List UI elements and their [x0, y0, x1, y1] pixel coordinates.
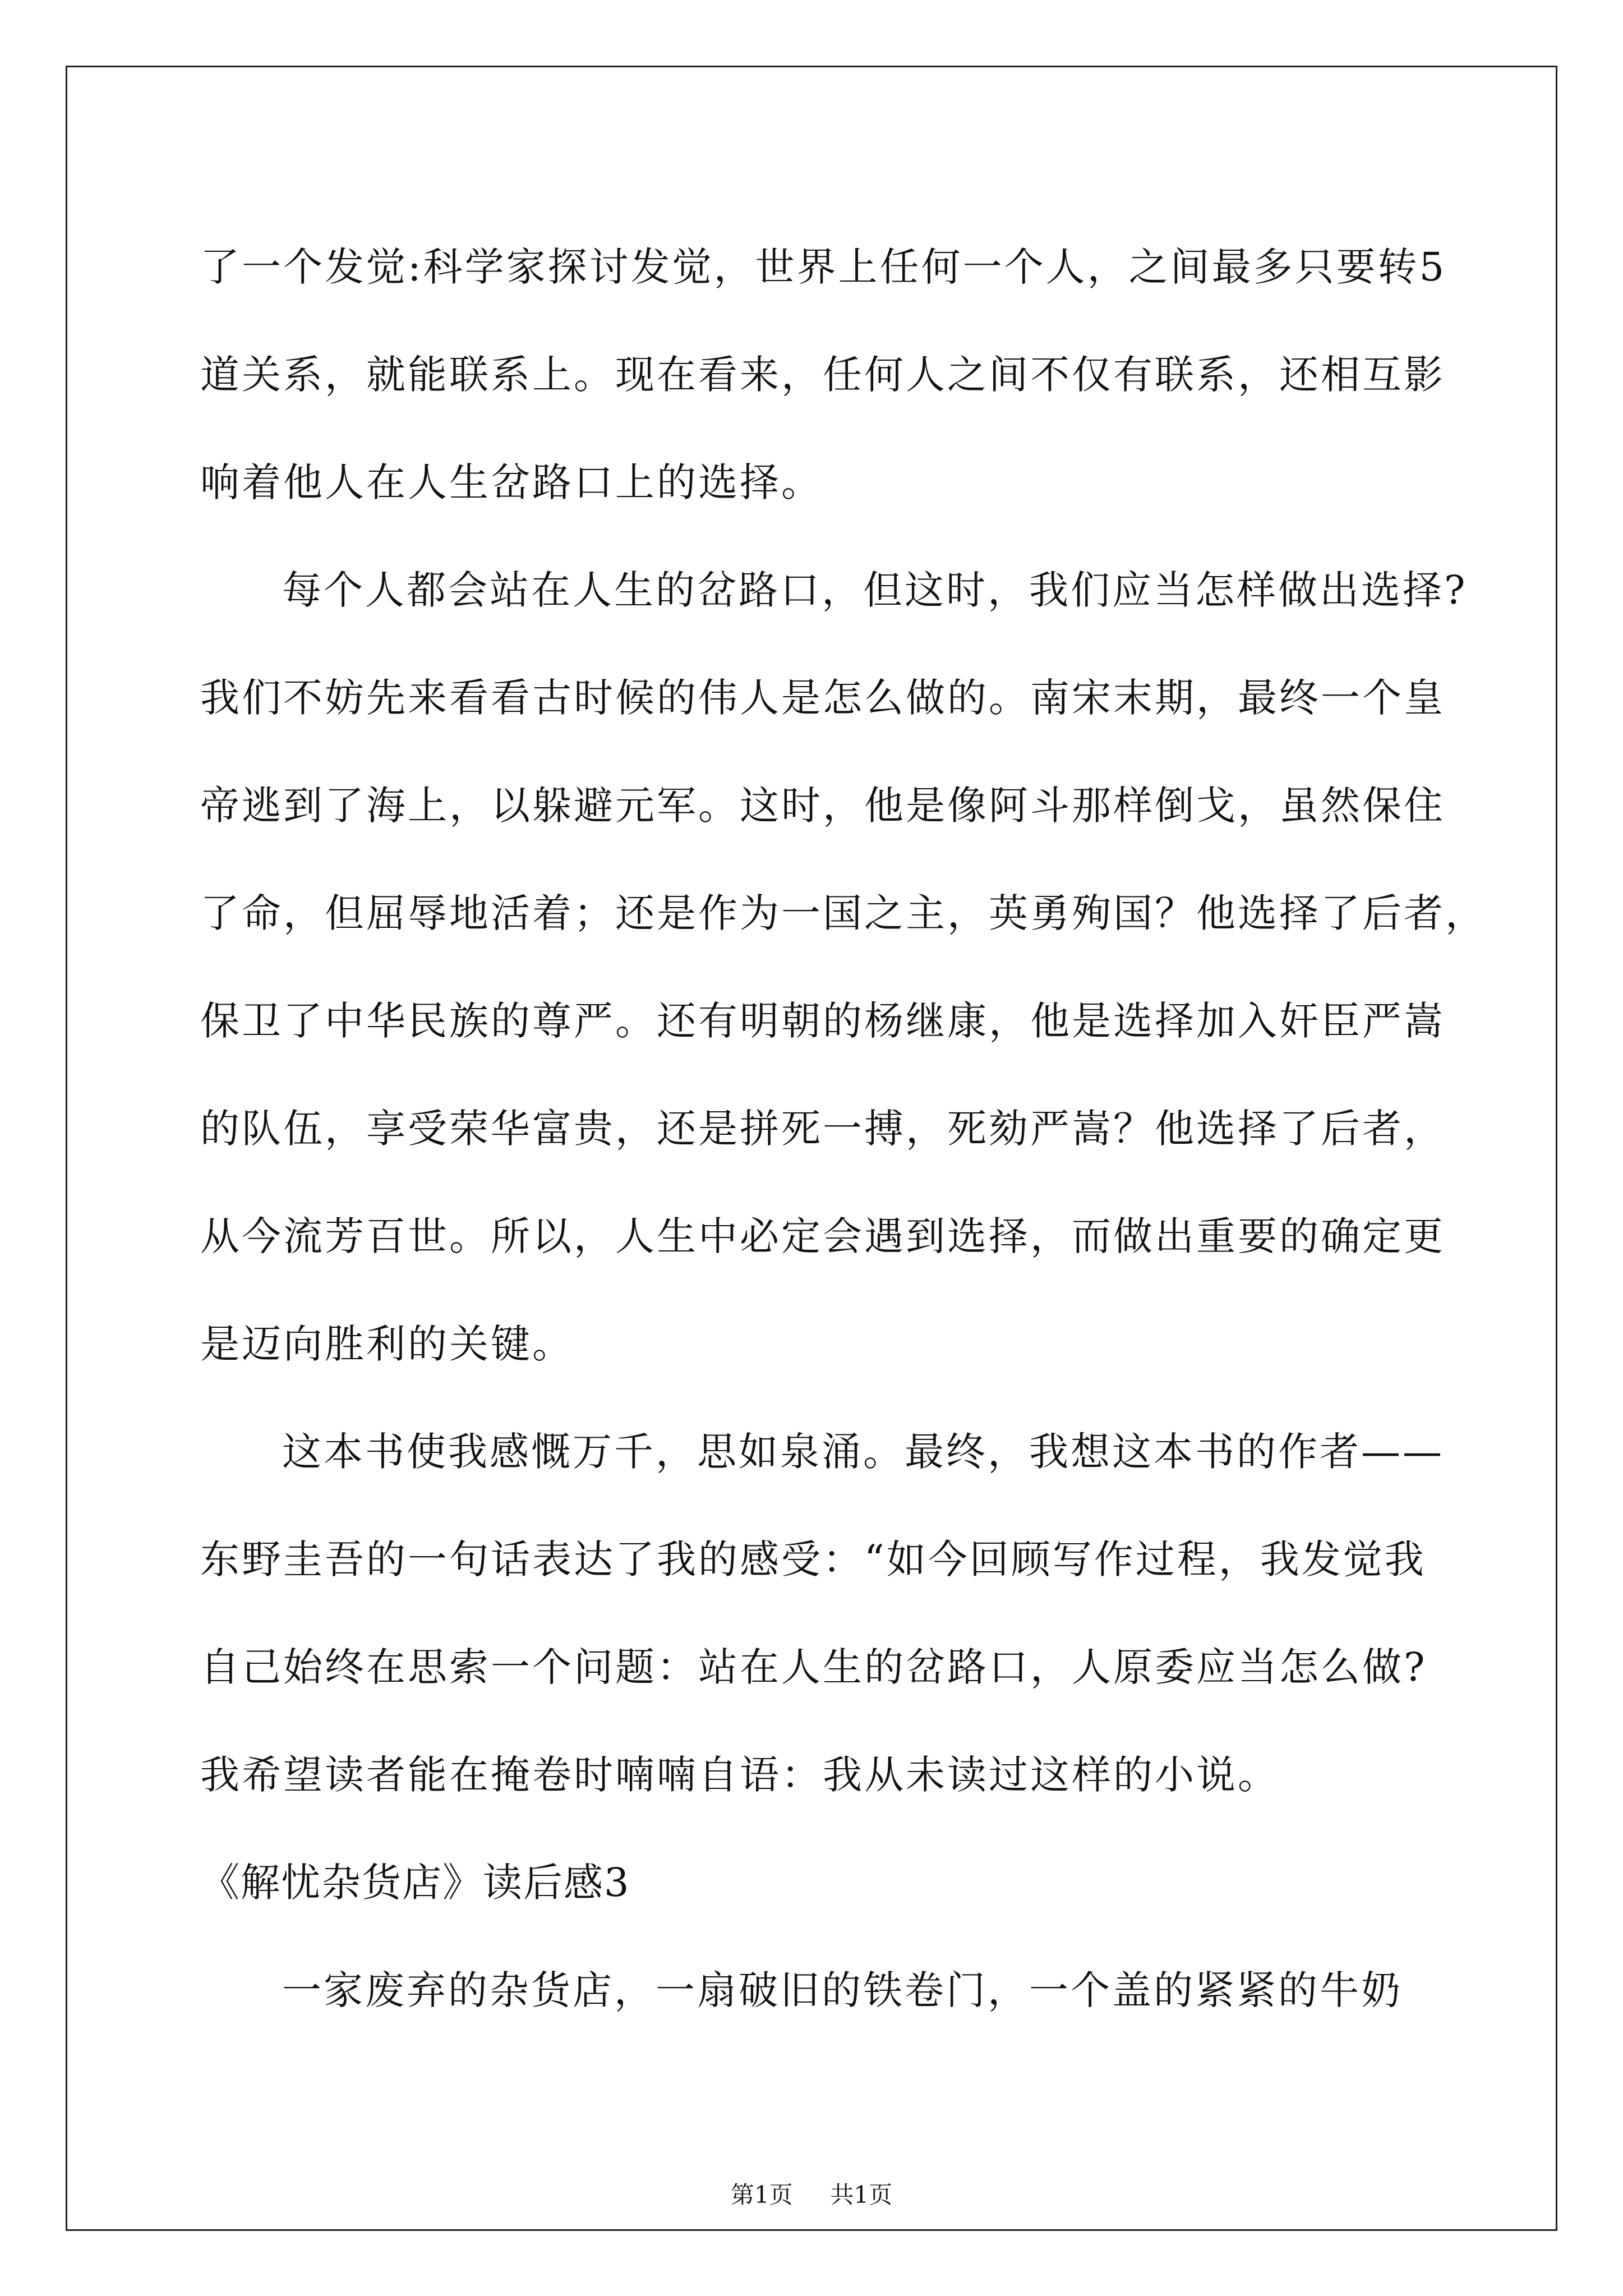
- text-line: 了命，但屈辱地活着；还是作为一国之主，英勇殉国？他选择了后者，: [200, 890, 1487, 936]
- text-line: 响着他人在人生岔路口上的选择。: [200, 459, 823, 505]
- text-line: 的队伍，享受荣华富贵，还是拼死一搏，死劾严嵩？他选择了后者，: [200, 1106, 1445, 1152]
- text-line: 了一个发觉:科学家探讨发觉，世界上任何一个人，之间最多只要转5: [200, 244, 1447, 290]
- page-footer: [0, 2177, 1623, 2210]
- paragraph-4: [200, 1936, 1428, 2044]
- section-heading: 《解忧杂货店》读后感3: [200, 1860, 630, 1906]
- paragraph-2: [200, 536, 1487, 1398]
- document-body: [200, 213, 1487, 2044]
- text-line: 从今流芳百世。所以，人生中必定会遇到选择，而做出重要的确定更: [200, 1213, 1445, 1259]
- text-line: 每个人都会站在人生的岔路口，但这时，我们应当怎样做出选择?: [282, 567, 1468, 613]
- text-line: 东野圭吾的一句话表达了我的感受：“如今回顾写作过程，我发觉我: [200, 1536, 1426, 1582]
- text-line: 一家废弃的杂货店，一扇破旧的铁卷门，一个盖的紧紧的牛奶: [282, 1967, 1403, 2013]
- text-line: 保卫了中华民族的尊严。还有明朝的杨继康，他是选择加入奸臣严嵩: [200, 998, 1445, 1044]
- page-total: 共1页: [830, 2181, 893, 2208]
- paragraph-3: [200, 1398, 1444, 1829]
- text-line: 我希望读者能在掩卷时喃喃自语：我从未读过这样的小说。: [200, 1752, 1279, 1798]
- text-line: 帝逃到了海上，以躲避元军。这时，他是像阿斗那样倒戈，虽然保住: [200, 783, 1445, 829]
- paragraph-1: [200, 213, 1447, 536]
- text-line: 我们不妨先来看看古时候的伟人是怎么做的。南宋末期，最终一个皇: [200, 675, 1445, 721]
- text-line: 这本书使我感慨万千，思如泉涌。最终，我想这本书的作者——: [282, 1429, 1444, 1475]
- text-line: 是迈向胜利的关键。: [200, 1321, 574, 1367]
- page-number: 第1页: [730, 2181, 793, 2208]
- text-line: 自己始终在思索一个问题：站在人生的岔路口，人原委应当怎么做?: [200, 1644, 1427, 1690]
- text-line: 道关系，就能联系上。现在看来，任何人之间不仅有联系，还相互影: [200, 352, 1445, 398]
